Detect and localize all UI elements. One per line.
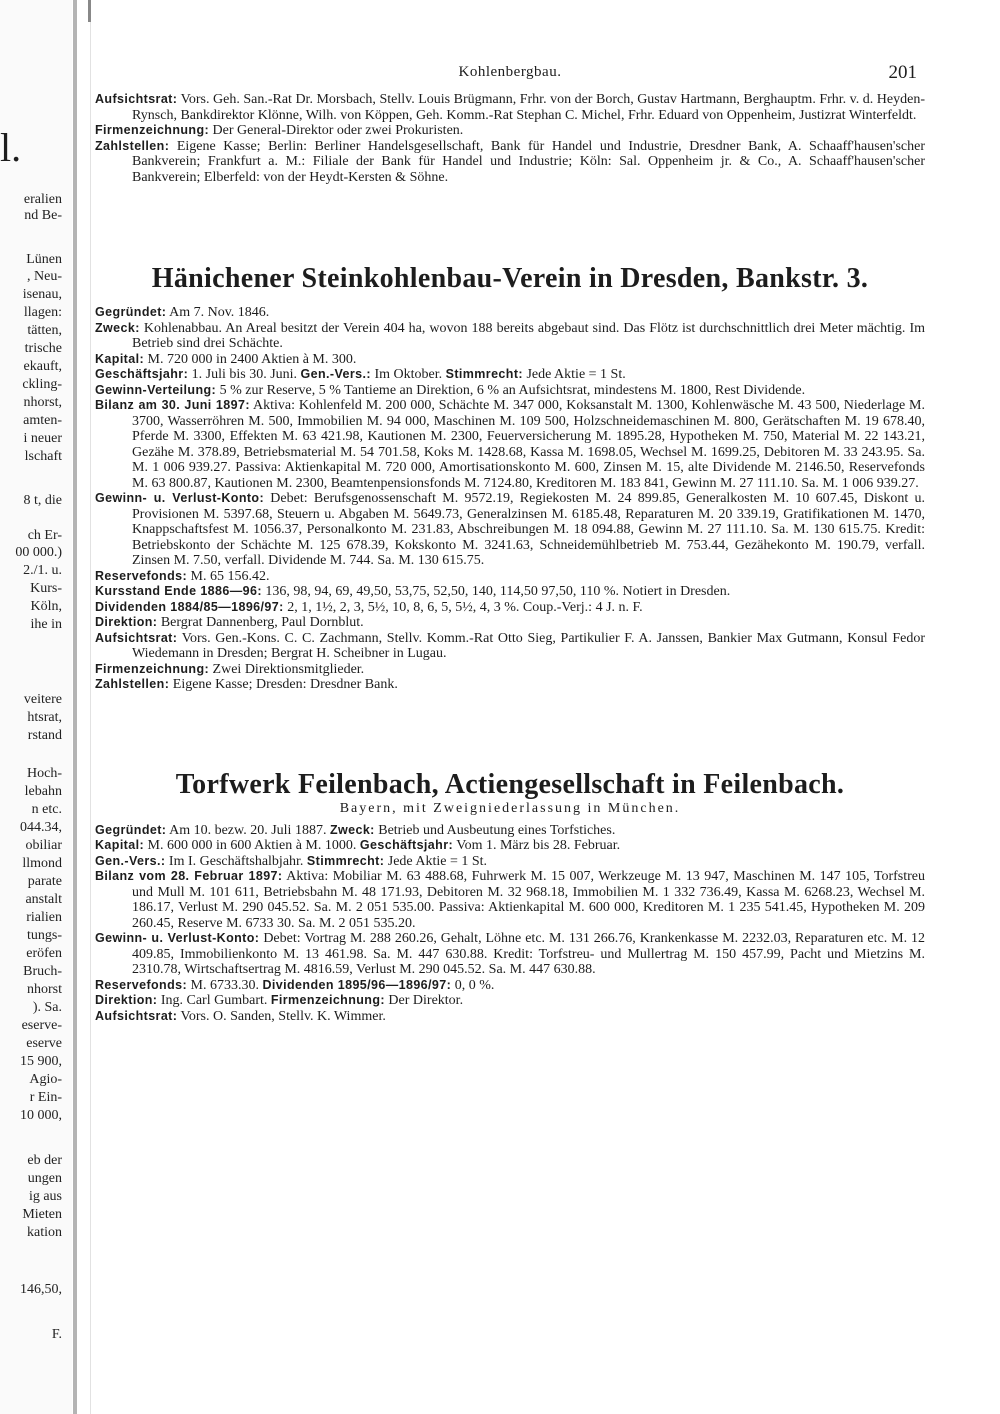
page-number: 201 [888,62,917,83]
field-text: Im Oktober. [374,367,443,382]
gutter-fragment: ekauft, [23,359,62,374]
field-label: Stimmrecht: [445,367,523,381]
field-text: 5 % zur Reserve, 5 % Tantieme an Direktion, 6 % an Aufsichtsrat, mindestens M. 1800, Rest Dividende. [219,382,806,398]
entry-aufsichtsrat [95,92,925,123]
section-continued-entry [95,92,925,185]
gutter-fragment: isenau, [22,287,62,302]
field-text: Betrieb und Ausbeutung eines Torfstiches. [378,822,616,838]
page-content [95,62,925,1024]
gutter-fragment: ihe in [30,617,62,632]
field-label: Kapital: [95,351,145,366]
gutter-fragment: 15 900, [20,1054,62,1069]
field-text: Zwei Direktionsmitglieder. [212,661,365,677]
entry-dividenden [95,600,925,616]
field-text: Aktiva: Kohlenfeld M. 200 000, Schächte M. 347 000, Koksanstalt M. 1300, Kohlenwäsche M. 43 500, Niederlage M. 3700, Wasserröhren M. 500, Immobilien M. 94 000, Maschinen M. 109 500, Holzschneidemaschinen M. 800, Gerätschaften M. 19 678.40, Pferde M. 3300, Effekten M. 63 421.98, Kautionen M. 2300, Feuerversicherung M. 1895.28, Hypotheken M. 750, Material M. 22 143.21, Gezähe M. 378.89, Betriebsmaterial M. 54 701.58, Koks M. 1428.68, Kassa M. 1698.05, Wechsel M. 1699.25, Debitoren M. 33 243.95. Sa. M. 1 006 939.27. Passiva: Aktienkapital M. 720 000, Amortisationskonto M. 600, Zinsen M. 15, alte Dividende M. 2146.50, Reservefonds M. 63 800.87, Kautionen M. 2300, Beamtenpensionsfonds M. 7124.80, Kreditoren M. 183 841, Gewinn M. 27 111.10. Sa. M. 1 006 939.27. [132,398,926,491]
entry-gewinn-verlust [95,491,925,569]
field-text: Vors. O. Sanden, Stellv. K. Wimmer. [180,1008,386,1024]
page-scratch-mark [88,0,91,22]
page-fold-shadow [73,0,77,1414]
field-text: Kohlenabbau. An Areal besitzt der Verein 404 ha, wovon 188 bereits abgebaut sind. Das Flötz ist durchschnittlich drei Meter mächtig. Im Betrieb sind drei Schächte. [132,320,925,351]
field-text: Der Direktor. [388,993,464,1008]
page-fold-line [90,0,91,1414]
gutter-fragment: nhorst [27,982,62,997]
gutter-fragment: ckling- [22,377,62,392]
entry-zahlstellen [95,139,925,186]
running-title: Kohlenbergbau. [458,64,562,80]
gutter-fragment: parate [27,874,62,889]
gutter-fragment: rialien [26,910,62,925]
entry-gewinn-verlust [95,931,925,978]
field-text: 136, 98, 94, 69, 49,50, 53,75, 52,50, 140, 114,50 97,50, 110 %. Notiert in Dresden. [265,584,731,599]
gutter-fragment: 8 t, die [23,493,62,508]
gutter-fragment: nd Be- [24,208,62,223]
gutter-letter: l. [0,125,22,170]
entry-bilanz [95,869,925,931]
field-text: Am 10. bezw. 20. Juli 1887. [169,822,327,838]
field-text: M. 720 000 in 2400 Aktien à M. 300. [147,351,357,367]
gutter-fragment: ). Sa. [32,1000,62,1015]
entry-kursstand [95,584,925,600]
field-text: Vors. Geh. San.-Rat Dr. Morsbach, Stellv. Louis Brügmann, Frhr. von der Borch, Gustav Hartmann, Berghauptm. Frhr. v. d. Heyden-Rynsch, Bankdirektor Klönne, Wilh. von Köppen, Geh. Komm.-Rat Stephan C. Michel, Frhr. Eduard von Oppenheim, Justizrat Winterfeldt. [132,92,925,123]
entry-aufsichtsrat [95,631,925,662]
field-text: Vors. Gen.-Kons. C. C. Zachmann, Stellv. Komm.-Rat Otto Sieg, Partikulier F. A. Janssen, Bankier Max Gutmann, Konsul Fedor Wiedemann in Dresden; Bergrat H. Scheibner in Lugau. [132,630,925,661]
gutter-fragment: ch Er- [27,528,62,543]
field-label: Firmenzeichnung: [95,661,210,676]
field-label: Aufsichtsrat: [95,92,178,106]
company-heading: Hänichener Steinkohlenbau-Verein in Dresden, Bankstr. 3. [151,263,869,294]
left-page-gutter [0,0,72,1414]
gutter-fragment: tungs- [27,928,62,943]
field-text: Jede Aktie = 1 St. [387,853,488,869]
gutter-fragment: F. [51,1327,62,1342]
field-label: Aufsichtsrat: [95,630,178,645]
gutter-fragment: eserve- [21,1018,62,1033]
field-label: Bilanz am 30. Juni 1897: [95,398,250,412]
gutter-fragment: eserve [26,1036,62,1051]
gutter-fragment: 044.34, [20,820,62,835]
gutter-fragment: anstalt [25,892,62,907]
field-text: Eigene Kasse; Dresden: Dresdner Bank. [172,677,398,692]
running-header [95,62,925,92]
field-text: Debet: Vortrag M. 288 260.26, Gehalt, Löhne etc. M. 131 266.76, Krankenkasse M. 2232.03, Reparaturen etc. M. 12 409.85, Immobilienkonto M. 13 461.98. Sa. M. 447 630.88. Kredit: Torfstreu- und Mullertrag M. 150 457.99, Pacht und Mietzins M. 2310.78, Wirtschaftsertrag M. 4816.59, Verlust M. 290 045.52. Sa. M. 447 630.88. [132,931,926,977]
company-entry-torfwerk-feilenbach [95,769,925,1025]
field-text: Bergrat Dannenberg, Paul Dornblut. [160,615,364,630]
field-text: Ing. Carl Gumbart. [160,993,268,1008]
gutter-fragment: obiliar [25,838,62,853]
gutter-fragment: 00 000.) [15,545,62,560]
entry-reservefonds [95,569,925,585]
gutter-fragment: Bruch- [23,964,62,979]
gutter-fragment: r Ein- [29,1090,62,1105]
field-text: Der General-Direktor oder zwei Prokuristen. [212,123,464,138]
gutter-fragment: eröfen [26,946,62,961]
field-text: Aktiva: Mobiliar M. 63 488.68, Fuhrwerk M. 15 007, Werkzeuge M. 13 947, Maschinen M. 147 105, Torfstreu und Mull M. 101 611, Betriebsbahn M. 48 171.93, Debitoren M. 32 968.18, Immobilien M. 1 332 736.49, Kassa M. 6268.23, Wechsel M. 186.17, Verlust M. 290 045.52. Sa. M. 2 051 535.00. Passiva: Aktienkapital M. 600 000, Kreditoren M. 1 235 541.45, Hypotheken M. 209 260.45, Reserve M. 6733 30. Sa. M. 2 051 535.20. [132,869,926,931]
gutter-fragment: veitere [23,692,62,707]
company-subheading: Bayern, mit Zweigniederlassung in München. [339,800,681,816]
field-label: Gegründet: [95,305,167,319]
gutter-fragment: amten- [23,413,62,428]
gutter-fragment: trische [24,341,62,356]
entry-firmenzeichnung [95,123,925,139]
field-text: M. 6733.30. [190,977,259,993]
field-text: M. 65 156.42. [190,568,270,584]
entry-gegruendet [95,823,925,839]
gutter-fragment: ungen [27,1171,62,1186]
field-label: Stimmrecht: [306,853,385,868]
field-text: 2, 1, 1½, 2, 3, 5½, 10, 8, 6, 5, 5½, 4, 3 %. Coup.-Verj.: 4 J. n. F. [287,599,643,615]
field-label: Firmenzeichnung: [95,123,210,137]
field-label: Gen.-Vers.: [300,367,371,381]
field-text: M. 600 000 in 600 Aktien à M. 1000. [147,838,357,853]
field-label: Gewinn- u. Verlust-Konto: [95,931,260,945]
gutter-fragment: llagen: [23,305,62,320]
entry-gegruendet [95,305,925,321]
field-label: Direktion: [95,993,158,1007]
company-heading: Torfwerk Feilenbach, Actiengesellschaft in Feilenbach. [175,768,845,800]
entry-genvers [95,854,925,870]
gutter-fragment: eralien [23,192,62,207]
entry-gewinnverteilung [95,383,925,399]
gutter-fragment: ig aus [28,1189,62,1204]
gutter-fragment: Kurs- [30,581,62,596]
gutter-fragment: eb der [27,1153,62,1168]
field-label: Reservefonds: [95,977,188,992]
field-label: Gen.-Vers.: [95,853,166,868]
field-label: Aufsichtsrat: [95,1008,178,1023]
entry-direktion [95,993,925,1009]
field-label: Gewinn- u. Verlust-Konto: [95,491,265,505]
entry-kapital [95,352,925,368]
field-label: Zahlstellen: [95,677,170,691]
company-entry-haenichener [95,263,925,693]
field-label: Dividenden 1895/96—1896/97: [262,977,452,992]
gutter-fragment: , Neu- [27,269,62,284]
field-label: Dividenden 1884/85—1896/97: [95,599,284,614]
entry-reservefonds [95,978,925,994]
field-text: Jede Aktie = 1 St. [526,367,626,382]
entry-aufsichtsrat [95,1009,925,1025]
gutter-fragment: htsrat, [27,710,62,725]
gutter-fragment: n etc. [31,802,62,817]
entry-direktion [95,615,925,631]
field-text: Debet: Berufsgenossenschaft M. 9572.19, Regiekosten M. 24 899.85, Generalkosten M. 10 607.45, Diskont u. Provisionen M. 5397.68, Steuern u. Abgaben M. 5649.73, Generalzinsen M. 6185.48, Reparaturen M. 20 339.19, Gratifikationen M. 1470, Knappschaftsfest M. 1056.37, Personalkonto M. 231.83, Abschreibungen M. 18 094.88, Gewinn M. 27 111.10. Sa. M. 130 615.75. Kredit: Betriebskonto der Schächte M. 125 678.39, Kokskonto M. 3241.63, Schneidemühlbetrieb M. 753.44, Gezähekonto M. 190.79, verfall. Zinsen M. 7.50, verfall. Dividende M. 744. Sa. M. 130 615.75. [132,491,926,568]
gutter-fragment: kation [27,1225,62,1240]
field-label: Gewinn-Verteilung: [95,382,217,397]
gutter-fragment: nhorst, [23,395,62,410]
gutter-fragment: 2./1. u. [23,563,62,578]
field-label: Zweck: [95,320,140,335]
gutter-fragment: Agio- [29,1072,62,1087]
field-label: Kapital: [95,838,145,852]
field-text: 0, 0 %. [454,977,495,993]
gutter-fragment: Mieten [22,1207,62,1222]
gutter-fragment: Hoch- [27,766,62,781]
gutter-fragment: tätten, [27,323,62,338]
field-label: Firmenzeichnung: [270,993,385,1007]
field-text: Eigene Kasse; Berlin: Berliner Handelsgesellschaft, Bank für Handel und Industrie, Dresdner Bank, A. Schaaff'hausen'scher Bankverein; Frankfurt a. M.: Filiale der Bank für Handel und Industrie; Köln: Sal. Oppenheim jr. & Co., A. Schaaff'hausen'scher Bankverein; Elberfeld: von der Heydt-Kersten & Söhne. [132,138,925,185]
gutter-fragment: lschaft [24,449,62,464]
gutter-fragment: 10 000, [20,1108,62,1123]
entry-zweck [95,321,925,352]
gutter-fragment: i neuer [23,431,62,446]
field-label: Gegründet: [95,822,167,837]
gutter-fragment: Köln, [30,599,62,614]
field-label: Reservefonds: [95,568,188,583]
field-label: Zahlstellen: [95,138,170,153]
field-text: Vom 1. März bis 28. Februar. [456,838,621,853]
gutter-fragment: llmond [22,856,62,871]
field-label: Geschäftsjahr: [95,367,189,381]
field-text: Im I. Geschäftshalbjahr. [168,853,304,869]
field-label: Geschäftsjahr: [359,838,454,852]
field-label: Kursstand Ende 1886—96: [95,584,262,598]
field-label: Direktion: [95,615,158,629]
gutter-fragment: rstand [27,728,62,743]
entry-geschaeftsjahr [95,367,925,383]
field-label: Bilanz vom 28. Februar 1897: [95,869,283,883]
entry-firmenzeichnung [95,662,925,678]
gutter-fragment: Lünen [26,252,62,267]
entry-bilanz [95,398,925,491]
entry-zahlstellen [95,677,925,693]
gutter-fragment: lebahn [24,784,62,799]
field-text: 1. Juli bis 30. Juni. [191,367,298,382]
entry-kapital [95,838,925,854]
field-label: Zweck: [329,822,375,837]
field-text: Am 7. Nov. 1846. [169,305,270,320]
gutter-fragment: 146,50, [20,1282,62,1297]
